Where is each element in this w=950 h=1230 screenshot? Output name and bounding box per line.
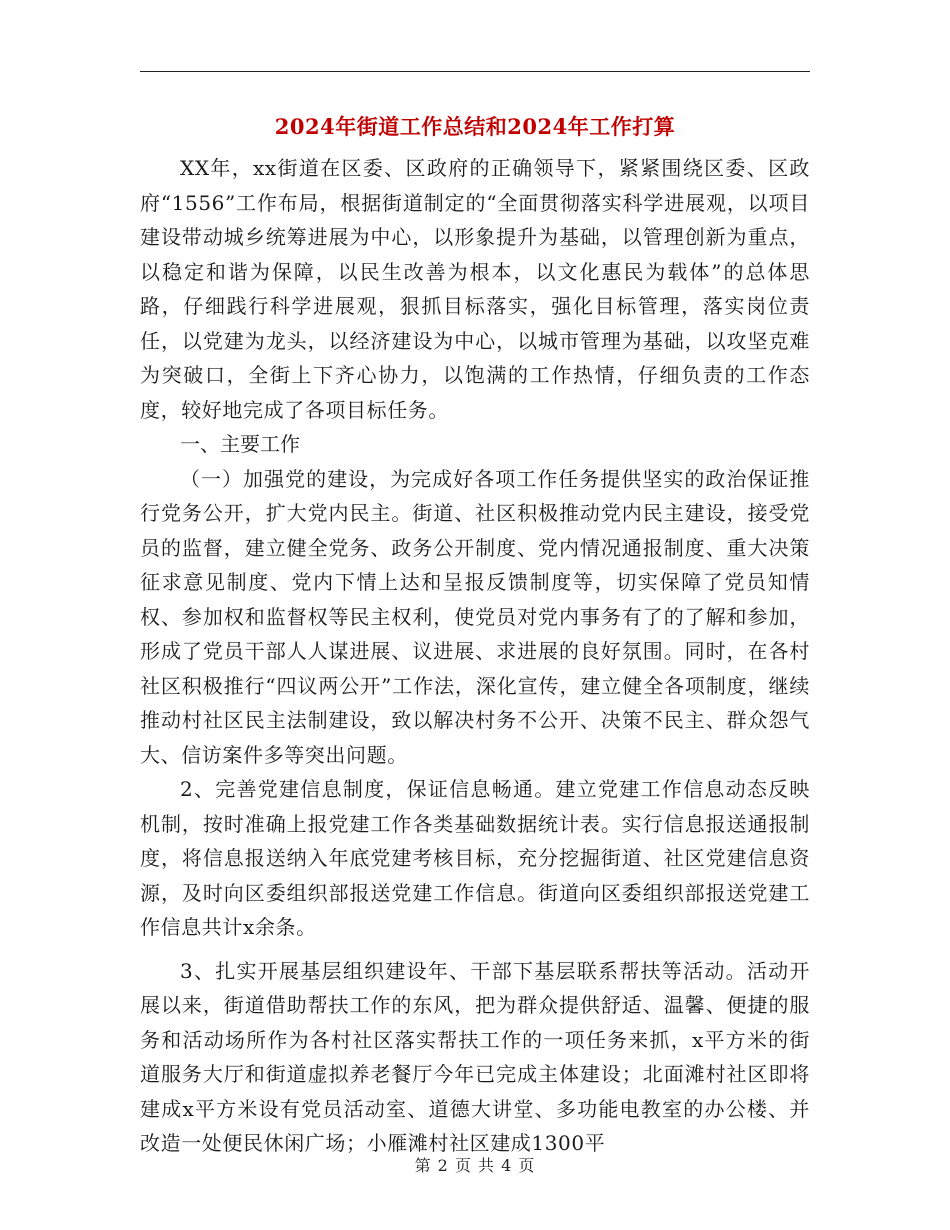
paragraph-info-system: 2、完善党建信息制度，保证信息畅通。建立党建工作信息动态反映机制，按时准确上报党建工作各类基础数据统计表。实行信息报送通报制度，将信息报送纳入年底党建考核目标，充分挖掘街道、社区党建信息资源，及时向区委组织部报送党建工作信息。街道向区委组织部报送党建工作信息共计x余条。 xyxy=(140,777,810,939)
header-rule xyxy=(140,71,810,72)
section-heading: 一、主要工作 xyxy=(180,432,300,456)
document-title: 2024年街道工作总结和2024年工作打算 xyxy=(274,114,676,139)
paragraph-grassroots: 3、扎实开展基层组织建设年、干部下基层联系帮扶等活动。活动开展以来，街道借助帮扶工作的东风，把为群众提供舒适、温馨、便捷的服务和活动场所作为各村社区落实帮扶工作的一项任务来抓，x平方米的街道服务大厅和街道虚拟养老餐厅今年已完成主体建设；北面滩村社区即将建成x平方米设有党员活动室、道德大讲堂、多功能电教室的办公楼、并改造一处便民休闲广场；小雁滩村社区建成1300平 xyxy=(140,958,810,1155)
document-body xyxy=(140,151,810,1161)
intro-paragraph: XX年，xx街道在区委、区政府的正确领导下，紧紧围绕区委、区政府“1556”工作布局，根据街道制定的“全面贯彻落实科学进展观，以项目建设带动城乡统筹进展为中心，以形象提升为基础，以管理创新为重点，以稳定和谐为保障，以民生改善为根本，以文化惠民为载体”的总体思路，仔细践行科学进展观，狠抓目标落实，强化目标管理，落实岗位责任，以党建为龙头，以经济建设为中心，以城市管理为基础，以攻坚克难为突破口，全街上下齐心协力，以饱满的工作热情，仔细负责的工作态度，较好地完成了各项目标任务。 xyxy=(140,156,810,422)
page-number: 第 2 页 共 4 页 xyxy=(414,1156,536,1175)
paragraph-party-building: （一）加强党的建设，为完成好各项工作任务提供坚实的政治保证推行党务公开，扩大党内民主。街道、社区积极推动党内民主建设，接受党员的监督，建立健全党务、政务公开制度、党内情况通报制度、重大决策征求意见制度、党内下情上达和呈报反馈制度等，切实保障了党员知情权、参加权和监督权等民主权利，使党员对党内事务有了的了解和参加，形成了党员干部人人谋进展、议进展、求进展的良好氛围。同时，在各村社区积极推行“四议两公开”工作法，深化宣传，建立健全各项制度，继续推动村社区民主法制建设，致以解决村务不公开、决策不民主、群众怨气大、信访案件多等突出问题。 xyxy=(140,466,810,767)
